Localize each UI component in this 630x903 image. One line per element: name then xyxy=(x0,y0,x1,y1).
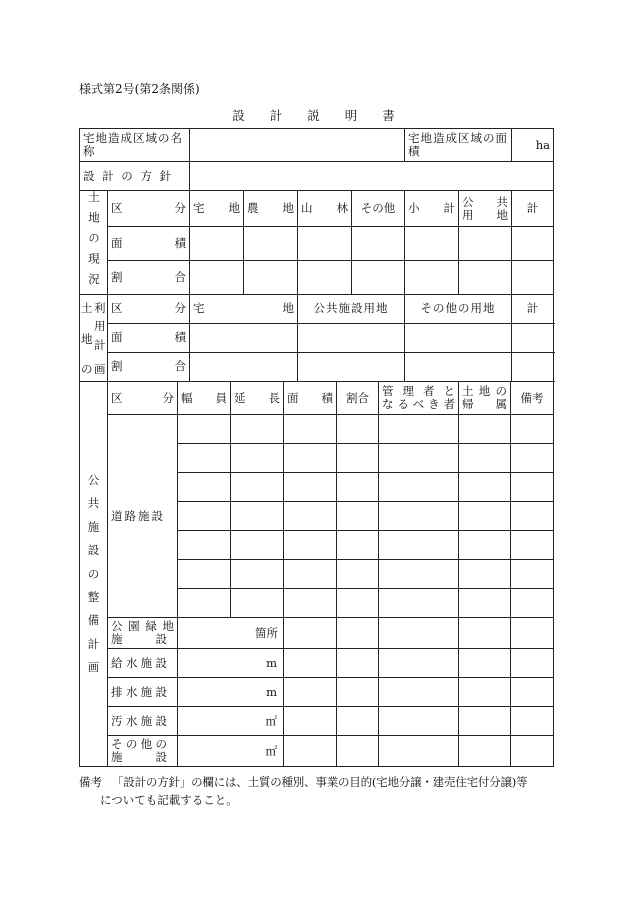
cell[interactable] xyxy=(337,649,379,678)
title-char: 設 xyxy=(232,108,248,123)
water-supply-unit: m xyxy=(178,649,284,678)
cell[interactable] xyxy=(337,618,379,649)
area-size-label: 宅地造成区域の面積 xyxy=(405,129,512,162)
cell[interactable] xyxy=(459,649,511,678)
area-unit: ha xyxy=(535,137,550,152)
cell[interactable] xyxy=(298,260,352,294)
design-policy-label: 設 計 の 方 針 xyxy=(80,162,190,191)
cell[interactable] xyxy=(244,260,298,294)
cell[interactable] xyxy=(379,415,459,444)
cell[interactable] xyxy=(511,736,554,767)
cell[interactable] xyxy=(379,531,459,560)
cell[interactable] xyxy=(190,352,298,381)
cell[interactable] xyxy=(284,560,337,589)
cell[interactable] xyxy=(459,227,512,261)
cell[interactable] xyxy=(231,560,284,589)
cell[interactable] xyxy=(284,444,337,473)
status-col-header: 公 共 用 地 xyxy=(459,191,512,227)
header-remarks: 備考 xyxy=(511,382,554,415)
cell[interactable] xyxy=(512,323,554,352)
cell[interactable] xyxy=(231,589,284,618)
title-char: 明 xyxy=(344,108,361,123)
cell[interactable] xyxy=(190,260,244,294)
cell[interactable] xyxy=(459,589,511,618)
note-line-1: 「設計の方針」の欄には、土質の種別、事業の目的(宅地分譲・建売住宅付分譲)等 xyxy=(112,775,528,789)
land-use-table xyxy=(79,128,554,382)
form-number: 様式第2号(第2条関係) xyxy=(79,82,200,96)
cell[interactable] xyxy=(337,531,379,560)
header-area: 面 積 xyxy=(284,382,337,415)
cell[interactable] xyxy=(284,531,337,560)
plan-menseki-label: 面 積 xyxy=(108,323,190,352)
sewage-unit: ㎡ xyxy=(178,707,284,736)
area-size-field[interactable] xyxy=(512,129,554,162)
cell[interactable] xyxy=(244,227,298,261)
header-length: 延 長 xyxy=(231,382,284,415)
cell[interactable] xyxy=(337,415,379,444)
cell[interactable] xyxy=(337,560,379,589)
drainage-unit: m xyxy=(178,678,284,707)
park-unit: 箇所 xyxy=(178,618,284,649)
cell[interactable] xyxy=(512,260,554,294)
cell[interactable] xyxy=(405,352,512,381)
cell[interactable] xyxy=(284,678,337,707)
cell[interactable] xyxy=(337,707,379,736)
cell[interactable] xyxy=(178,589,231,618)
cell[interactable] xyxy=(459,736,511,767)
drainage-label: 排 水 施 設 xyxy=(108,678,178,707)
cell[interactable] xyxy=(284,736,337,767)
status-col-header: 計 xyxy=(512,191,554,227)
note-line-2: についても記載すること。 xyxy=(100,793,238,807)
cell[interactable] xyxy=(511,502,554,531)
plan-wariai-label: 割 合 xyxy=(108,352,190,381)
header-land: 土 地 の 帰 属 xyxy=(459,382,511,415)
cell[interactable] xyxy=(405,260,459,294)
area-name-label: 宅地造成区域の名称 xyxy=(80,129,190,162)
status-col-header: その他 xyxy=(352,191,405,227)
cell[interactable] xyxy=(352,227,405,261)
cell[interactable] xyxy=(459,678,511,707)
cell[interactable] xyxy=(459,531,511,560)
cell[interactable] xyxy=(337,502,379,531)
cell[interactable] xyxy=(511,473,554,502)
cell[interactable] xyxy=(337,678,379,707)
cell[interactable] xyxy=(459,502,511,531)
cell[interactable] xyxy=(379,618,459,649)
cell[interactable] xyxy=(231,531,284,560)
water-supply-label: 給 水 施 設 xyxy=(108,649,178,678)
facility-side-label: 公 共 施 設 の 整 備 計 画 xyxy=(80,382,108,767)
area-name-field[interactable] xyxy=(190,129,405,162)
header-width: 幅 員 xyxy=(178,382,231,415)
cell[interactable] xyxy=(178,560,231,589)
other-facility-label: そ の 他 の 施 設 xyxy=(108,736,178,767)
cell[interactable] xyxy=(190,227,244,261)
header-manager: 管 理 者 と な る べ き 者 xyxy=(379,382,459,415)
cell[interactable] xyxy=(337,736,379,767)
cell[interactable] xyxy=(231,473,284,502)
status-col-header: 宅 地 xyxy=(190,191,244,227)
cell[interactable] xyxy=(511,649,554,678)
cell[interactable] xyxy=(511,415,554,444)
road-facility-label: 道路施設 xyxy=(108,415,178,618)
cell[interactable] xyxy=(178,502,231,531)
status-kubun-header: 区 分 xyxy=(108,191,190,227)
other-unit: ㎡ xyxy=(178,736,284,767)
design-policy-field[interactable] xyxy=(190,162,554,191)
cell[interactable] xyxy=(379,589,459,618)
cell[interactable] xyxy=(284,473,337,502)
cell[interactable] xyxy=(511,444,554,473)
cell[interactable] xyxy=(284,618,337,649)
cell[interactable] xyxy=(284,707,337,736)
cell[interactable] xyxy=(178,531,231,560)
cell[interactable] xyxy=(190,323,298,352)
cell[interactable] xyxy=(511,707,554,736)
land-use-plan-label: 土 利 用 地 計 の 画 xyxy=(80,294,108,381)
cell[interactable] xyxy=(284,649,337,678)
header-ratio: 割合 xyxy=(337,382,379,415)
status-col-header: 山 林 xyxy=(298,191,352,227)
cell[interactable] xyxy=(459,560,511,589)
plan-kubun-header: 区 分 xyxy=(108,294,190,323)
cell[interactable] xyxy=(284,589,337,618)
cell[interactable] xyxy=(512,227,554,261)
cell[interactable] xyxy=(511,531,554,560)
cell[interactable] xyxy=(379,649,459,678)
cell[interactable] xyxy=(459,618,511,649)
cell[interactable] xyxy=(337,589,379,618)
status-col-header: 小 計 xyxy=(405,191,459,227)
header-kubun: 区 分 xyxy=(108,382,178,415)
cell[interactable] xyxy=(379,736,459,767)
cell[interactable] xyxy=(178,473,231,502)
status-wariai-label: 割 合 xyxy=(108,260,190,294)
cell[interactable] xyxy=(379,444,459,473)
cell[interactable] xyxy=(459,707,511,736)
cell[interactable] xyxy=(178,444,231,473)
title-char: 計 xyxy=(269,108,286,123)
cell[interactable] xyxy=(231,502,284,531)
cell[interactable] xyxy=(511,589,554,618)
cell[interactable] xyxy=(178,415,231,444)
park-facility-label: 公 園 緑 地 施 設 xyxy=(108,618,178,649)
cell[interactable] xyxy=(337,444,379,473)
plan-col-header: その他の用地 xyxy=(405,294,512,323)
document-title xyxy=(0,106,630,124)
public-facility-table xyxy=(79,381,554,767)
cell[interactable] xyxy=(379,560,459,589)
title-char: 書 xyxy=(382,108,398,123)
cell[interactable] xyxy=(459,415,511,444)
plan-col-header: 計 xyxy=(512,294,554,323)
plan-col-header: 宅 地 xyxy=(190,294,298,323)
land-status-label: 土地の現況 xyxy=(80,191,108,295)
title-char: 説 xyxy=(307,108,323,123)
cell[interactable] xyxy=(512,352,554,381)
cell[interactable] xyxy=(352,260,405,294)
cell[interactable] xyxy=(405,227,459,261)
cell[interactable] xyxy=(298,352,405,381)
cell[interactable] xyxy=(511,618,554,649)
cell[interactable] xyxy=(379,502,459,531)
cell[interactable] xyxy=(298,323,405,352)
cell[interactable] xyxy=(459,473,511,502)
status-col-header: 農 地 xyxy=(244,191,298,227)
plan-col-header: 公共施設用地 xyxy=(298,294,405,323)
sewage-label: 汚 水 施 設 xyxy=(108,707,178,736)
note-label: 備考 xyxy=(79,775,102,789)
cell[interactable] xyxy=(459,444,511,473)
cell[interactable] xyxy=(284,502,337,531)
cell[interactable] xyxy=(231,415,284,444)
cell[interactable] xyxy=(511,678,554,707)
cell[interactable] xyxy=(337,473,379,502)
cell[interactable] xyxy=(298,227,352,261)
status-menseki-label: 面 積 xyxy=(108,227,190,261)
cell[interactable] xyxy=(379,678,459,707)
cell[interactable] xyxy=(379,707,459,736)
cell[interactable] xyxy=(511,560,554,589)
cell[interactable] xyxy=(459,260,512,294)
cell[interactable] xyxy=(379,473,459,502)
cell[interactable] xyxy=(405,323,512,352)
cell[interactable] xyxy=(284,415,337,444)
cell[interactable] xyxy=(231,444,284,473)
